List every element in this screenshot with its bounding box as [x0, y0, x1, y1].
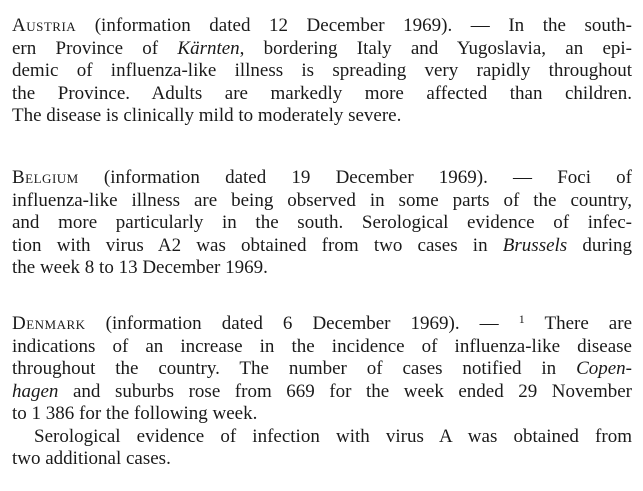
- belgium-line-5: the week 8 to 13 December 1969.: [12, 257, 268, 278]
- belgium-line-2: influenza-like illness are being observed in some parts of the country,: [12, 189, 632, 211]
- denmark-line-4: hagen and suburbs rose from 669 for the week ended 29 November: [12, 380, 632, 402]
- denmark-report: [12, 313, 632, 471]
- denmark-country-name: Denmark: [12, 313, 86, 334]
- belgium-place-name: Brussels: [502, 234, 568, 256]
- austria-line-5: The disease is clinically mild to moderately severe.: [12, 105, 402, 126]
- denmark-line-5: to 1 386 for the following week.: [12, 403, 258, 424]
- denmark-line-6: Serological evidence of infection with virus A was obtained from: [34, 425, 632, 447]
- denmark-line-3: throughout the country. The number of cases notified in Copen-: [12, 358, 632, 379]
- belgium-country-name: Belgium: [12, 167, 79, 188]
- footnote-marker: 1: [518, 312, 525, 326]
- belgium-line-4: tion with virus A2 was obtained from two cases in Brussels during: [12, 234, 633, 256]
- denmark-line-2: indications of an increase in the incidence of influenza-like disease: [12, 335, 632, 357]
- belgium-line-1: Belgium (information dated 19 December 1969). — Foci of: [12, 167, 632, 188]
- denmark-place-name-part1: Copen-: [576, 358, 632, 379]
- belgium-report: [12, 167, 632, 280]
- austria-country-name: Austria: [12, 15, 77, 36]
- austria-line-3: demic of influenza-like illness is spreading very rapidly throughout: [12, 60, 632, 81]
- denmark-line-7: two additional cases.: [12, 448, 171, 469]
- austria-line-2: ern Province of Kärnten, bordering Italy and Yugoslavia, an epi-: [12, 37, 632, 59]
- denmark-line-1: Denmark (information dated 6 December 1969). — $^1$ There are: [12, 312, 633, 334]
- denmark-place-name-part2: hagen: [12, 380, 59, 402]
- austria-line-4: the Province. Adults are markedly more affected than children.: [12, 82, 632, 104]
- belgium-line-3: and more particularly in the south. Serological evidence of infec-: [12, 212, 632, 233]
- austria-line-1: Austria (information dated 12 December 1969). — In the south-: [12, 15, 632, 36]
- austria-report: [12, 15, 632, 128]
- austria-place-name: Kärnten: [177, 37, 240, 59]
